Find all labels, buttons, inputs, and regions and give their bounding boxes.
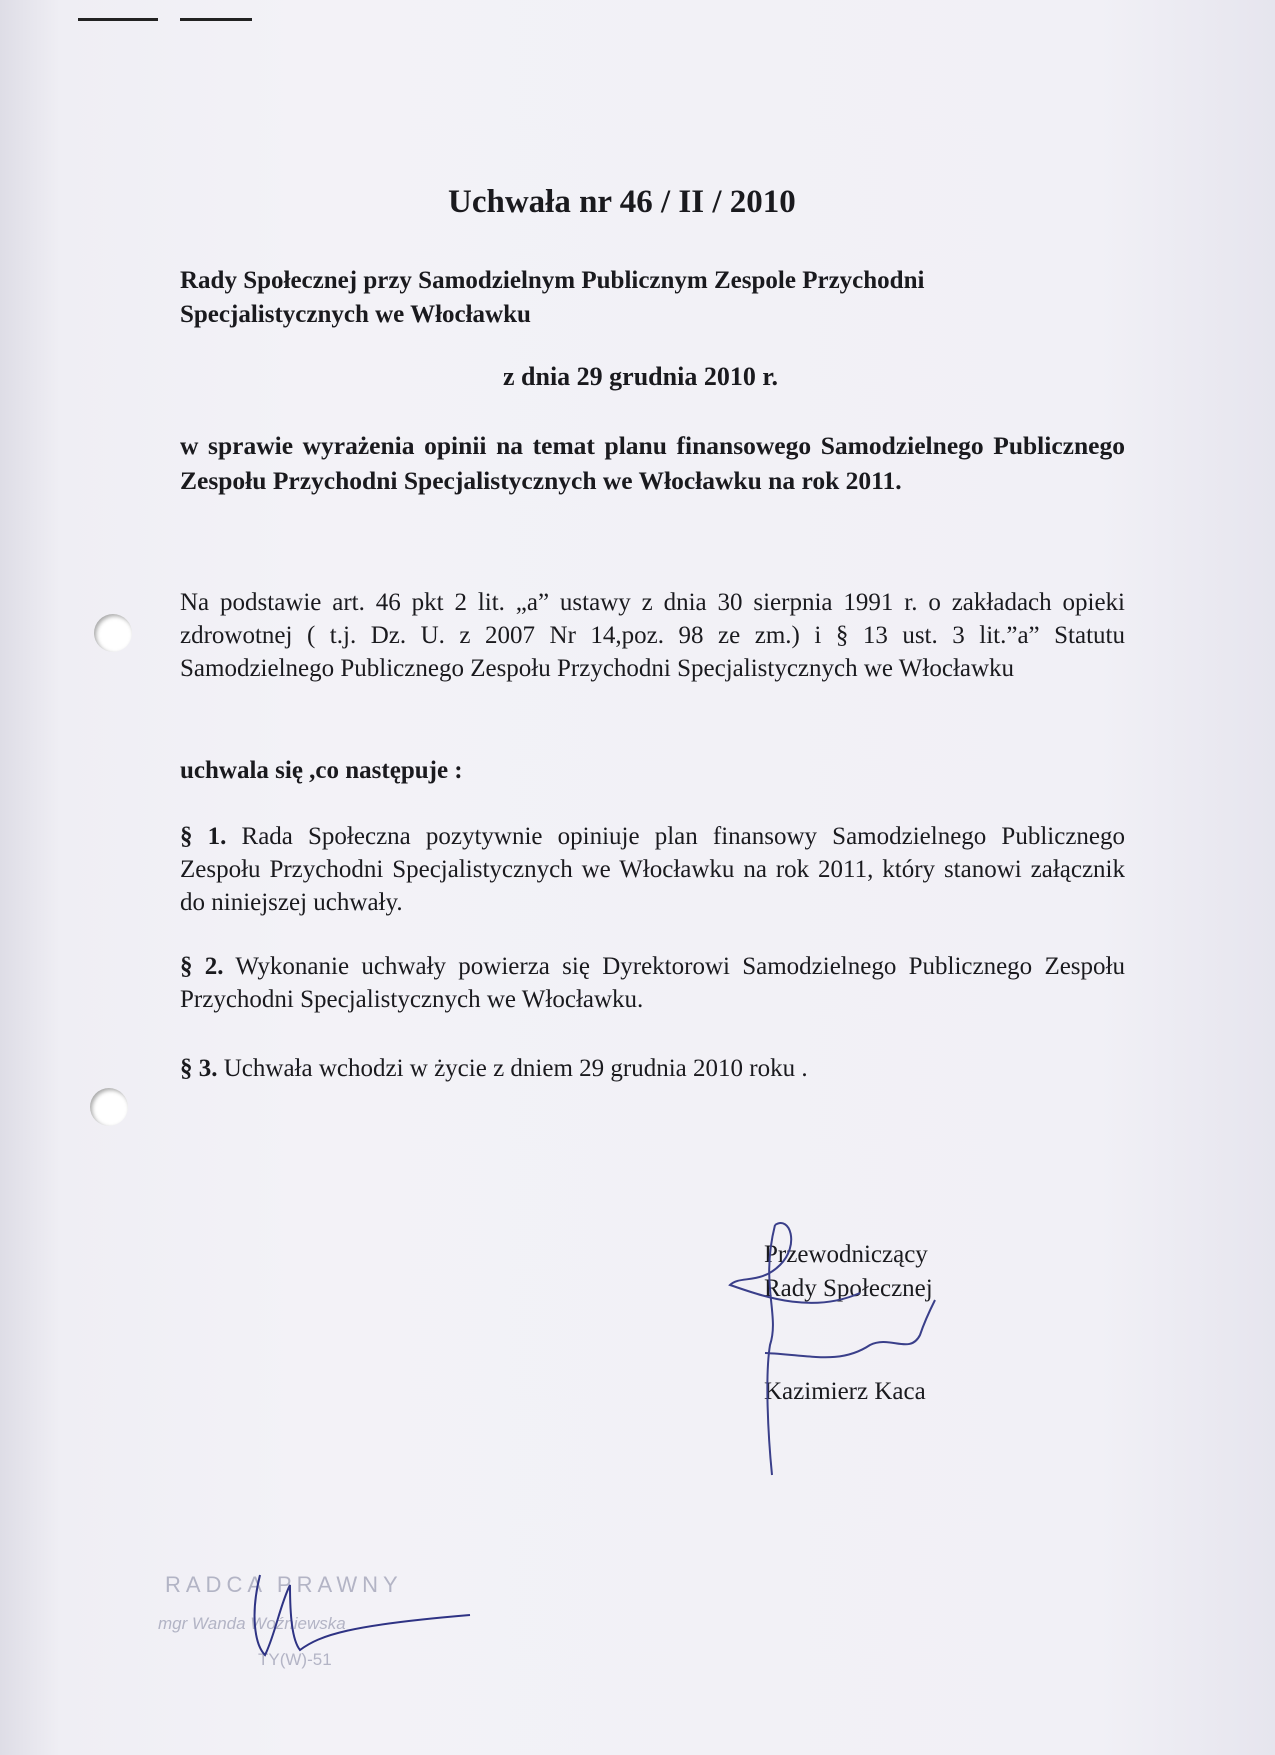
- handwritten-signature: [720, 1205, 980, 1485]
- edge-mark-left: [78, 18, 158, 21]
- issuer-line-1: Rady Społecznej przy Samodzielnym Publicznym Zespole Przychodni: [180, 267, 925, 294]
- stamp-name: mgr Wanda Woźniewska: [158, 1614, 346, 1633]
- paragraph-2-text: Wykonanie uchwały powierza się Dyrektorowi Samodzielnego Publicznego Zespołu Przychodni Specjalistycznych we Włocławku.: [180, 953, 1125, 1013]
- resolution-date: z dnia 29 grudnia 2010 r.: [503, 362, 778, 391]
- resolves-heading: uchwala się ,co następuje :: [180, 757, 463, 784]
- legal-basis: Na podstawie art. 46 pkt 2 lit. „a” ustawy z dnia 30 sierpnia 1991 r. o zakładach opieki zdrowotnej ( t.j. Dz. U. z 2007 Nr 14,poz. 98 ze zm.) i § 13 ust. 3 lit.”a” Statutu Samodzielnego Publicznego Zespołu Przychodni Specjalistycznych we Włocławku: [180, 589, 1125, 682]
- paragraph-1-number: § 1.: [180, 823, 227, 850]
- paragraph-1: [180, 820, 1125, 919]
- punch-hole-bottom: [90, 1088, 128, 1126]
- resolution-title: Uchwała nr 46 / II / 2010: [448, 184, 796, 220]
- paragraph-3-text: Uchwała wchodzi w życie z dniem 29 grudnia 2010 roku .: [223, 1055, 808, 1082]
- edge-mark-right: [180, 18, 252, 21]
- paragraph-3-number: § 3.: [180, 1055, 218, 1082]
- paragraph-2-number: § 2.: [180, 953, 224, 980]
- signature-role-line-1: Przewodniczący: [764, 1241, 928, 1268]
- paragraph-1-text: Rada Społeczna pozytywnie opiniuje plan finansowy Samodzielnego Publicznego Zespołu Przychodni Specjalistycznych we Włocławku na rok 2011, który stanowi załącznik do niniejszej uchwały.: [180, 823, 1126, 916]
- signatory-name: Kazimierz Kaca: [764, 1378, 926, 1405]
- signature-role-line-2: Rady Społecznej: [764, 1275, 933, 1302]
- issuer-line-2: Specjalistycznych we Włocławku: [180, 301, 531, 328]
- resolution-subject: w sprawie wyrażenia opinii na temat planu finansowego Samodzielnego Publicznego Zespołu Przychodni Specjalistycznych we Włocławku na rok 2011.: [180, 431, 1125, 495]
- stamp-signature: [220, 1555, 480, 1675]
- paragraph-3: [180, 1052, 1125, 1085]
- stamp-title: RADCA PRAWNY: [165, 1572, 403, 1597]
- stamp-number: TY(W)-51: [258, 1650, 332, 1669]
- punch-hole-top: [94, 614, 132, 652]
- paragraph-2: [180, 950, 1125, 1016]
